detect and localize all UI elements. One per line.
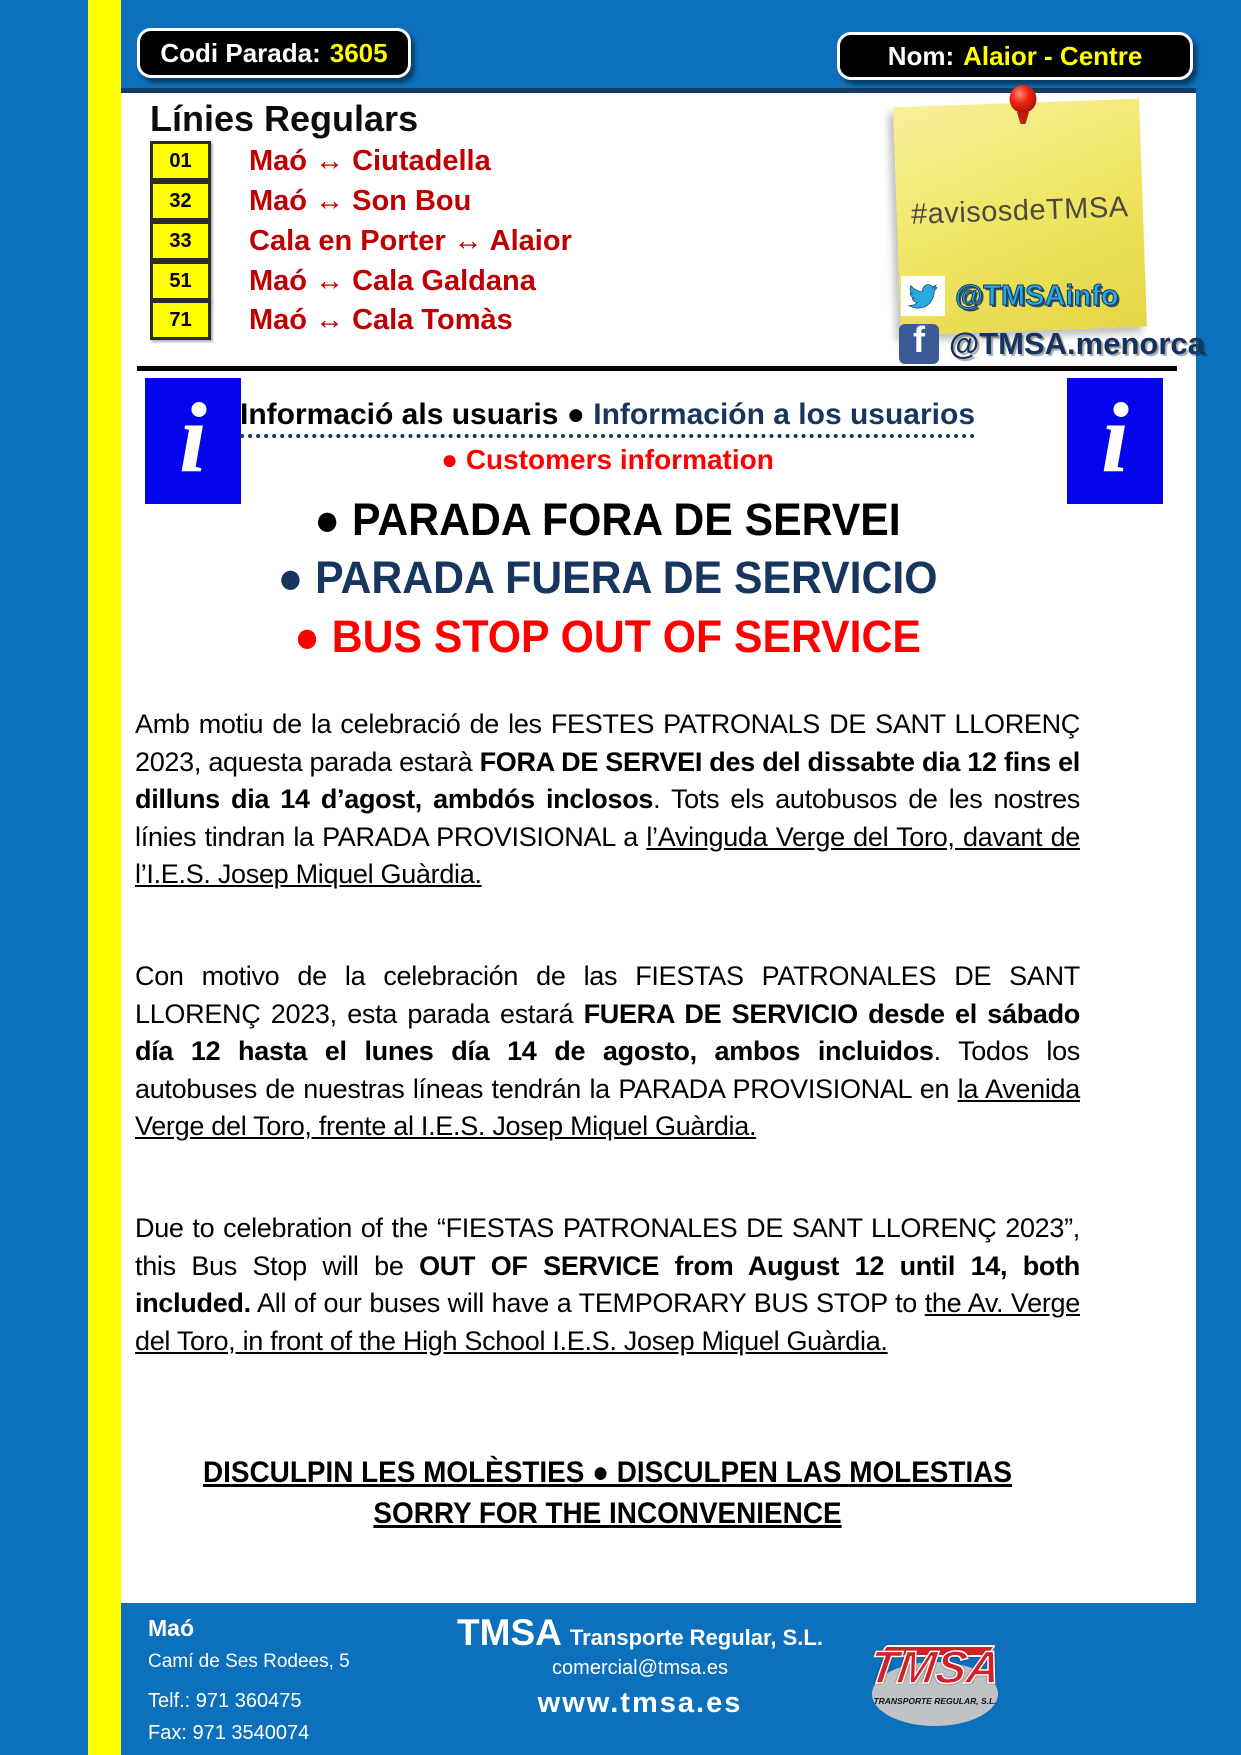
lines-title: Línies Regulars bbox=[150, 98, 419, 139]
facebook-handle: @TMSA.menorca bbox=[949, 326, 1205, 361]
info-heading-catalan: Informació als usuaris bbox=[239, 398, 559, 431]
headline-english: ● BUS STOP OUT OF SERVICE bbox=[294, 611, 921, 662]
line-row bbox=[150, 181, 471, 221]
company-name: TMSA bbox=[457, 1612, 562, 1653]
line-number-badge: 51 bbox=[150, 261, 211, 301]
info-heading bbox=[135, 398, 1080, 432]
stop-code-plate bbox=[137, 28, 411, 78]
line-number-badge: 32 bbox=[150, 181, 211, 221]
line-row bbox=[150, 221, 572, 261]
footer-city: Maó bbox=[148, 1615, 194, 1641]
left-border bbox=[0, 0, 88, 1755]
footer-phone: Telf.: 971 360475 bbox=[148, 1690, 302, 1712]
company-name-line bbox=[430, 1612, 850, 1654]
twitter-bird-icon bbox=[901, 276, 945, 316]
headline-catalan: ● PARADA FORA DE SERVEI bbox=[314, 494, 901, 545]
line-route: Maó ↔ Cala Tomàs bbox=[249, 303, 513, 336]
yellow-stripe bbox=[88, 0, 121, 1755]
paragraph-spanish: Con motivo de la celebración de las FIESTAS PATRONALES DE SANT LLORENÇ 2023, esta parada estará FUERA DE SERVICIO desde el sábado día 12 hasta el lunes día 14 de agosto, ambos incluidos. Todos los autobuses de nuestras líneas tendrán la PARADA PROVISIONAL en la Avenida Verge del Toro, frente al I.E.S. Josep Miquel Guàrdia. bbox=[135, 961, 1081, 1141]
line-route: Cala en Porter ↔ Alaior bbox=[249, 224, 572, 257]
line-number-badge: 71 bbox=[150, 300, 211, 340]
right-border bbox=[1196, 0, 1241, 1755]
twitter-row bbox=[901, 276, 1119, 316]
info-icon: i bbox=[145, 378, 241, 504]
tmsa-logo bbox=[866, 1636, 1004, 1726]
company-suffix: Transporte Regular, S.L. bbox=[569, 1625, 823, 1650]
apology-line-2: SORRY FOR THE INCONVENIENCE bbox=[373, 1497, 842, 1530]
footer-website: www.tmsa.es bbox=[537, 1687, 743, 1719]
apology-block bbox=[168, 1452, 1047, 1534]
paragraph-catalan: Amb motiu de la celebració de les FESTES PATRONALS DE SANT LLORENÇ 2023, aquesta parada estarà FORA DE SERVEI des del dissabte dia 12 fins el dilluns dia 14 d’agost, ambdós inclosos. Tots els autobusos de les nostres línies tindran la PARADA PROVISIONAL a l’Avinguda Verge del Toro, davant de l’I.E.S. Josep Miquel Guàrdia. bbox=[135, 709, 1080, 889]
stop-code-label: Codi Parada: bbox=[160, 37, 321, 68]
footer-email: comercial@tmsa.es bbox=[552, 1657, 728, 1679]
section-divider bbox=[137, 366, 1177, 371]
logo-text: TMSA bbox=[866, 1641, 1004, 1693]
footer-address: Camí de Ses Rodees, 5 bbox=[148, 1651, 350, 1672]
info-heading-english: ● Customers information bbox=[441, 444, 774, 475]
footer-fax: Fax: 971 3540074 bbox=[148, 1722, 310, 1744]
stop-name-plate bbox=[837, 32, 1193, 80]
line-row bbox=[150, 261, 536, 301]
pushpin-icon bbox=[1005, 84, 1041, 139]
headline-spanish: ● PARADA FUERA DE SERVICIO bbox=[277, 552, 938, 603]
line-route: Maó ↔ Ciutadella bbox=[249, 144, 491, 177]
line-row bbox=[150, 300, 513, 340]
twitter-handle: @TMSAinfo bbox=[955, 279, 1119, 312]
info-icon: i bbox=[1067, 378, 1163, 504]
stop-name-value: Alaior - Centre bbox=[963, 40, 1143, 71]
apology-line-1: DISCULPIN LES MOLÈSTIES ● DISCULPEN LAS MOLESTIAS bbox=[203, 1456, 1012, 1489]
stop-code-value: 3605 bbox=[329, 37, 388, 68]
footer-contact bbox=[148, 1615, 350, 1745]
facebook-f-icon: f bbox=[899, 324, 939, 364]
stop-name-label: Nom: bbox=[887, 40, 955, 71]
bullet-separator: ● bbox=[566, 398, 585, 431]
hashtag-text: #avisosdeTMSA bbox=[910, 191, 1130, 231]
paragraph-english: Due to celebration of the “FIESTAS PATRONALES DE SANT LLORENÇ 2023”, this Bus Stop will be OUT OF SERVICE from August 12 until 14, both included. All of our buses will have a TEMPORARY BUS STOP to the Av. Verge del Toro, in front of the High School I.E.S. Josep Miquel Guàrdia. bbox=[135, 1213, 1080, 1356]
info-heading-spanish: Información a los usuarios bbox=[593, 398, 976, 431]
line-route: Maó ↔ Son Bou bbox=[249, 184, 472, 217]
footer-company bbox=[430, 1612, 850, 1720]
line-row bbox=[150, 141, 491, 181]
line-route: Maó ↔ Cala Galdana bbox=[249, 264, 536, 297]
facebook-row bbox=[899, 324, 1205, 364]
logo-subtext: TRANSPORTE REGULAR, S.L. bbox=[873, 1696, 997, 1706]
line-number-badge: 33 bbox=[150, 221, 211, 261]
line-number-badge: 01 bbox=[150, 141, 211, 181]
